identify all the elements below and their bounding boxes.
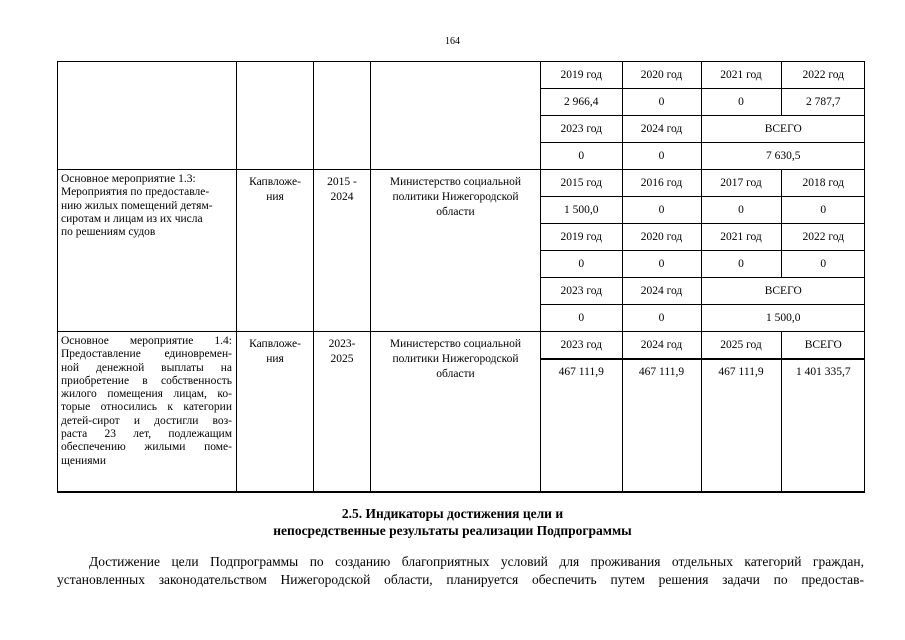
year-header-row (541, 116, 865, 143)
event-cell (58, 170, 237, 332)
year-header-row (541, 170, 865, 197)
funding-source-cell (237, 62, 314, 170)
year-label: 2024 год (622, 278, 701, 305)
amount-value: 467 111,9 (701, 359, 781, 491)
year-label: 2023 год (541, 278, 622, 305)
funding-source-cell-line: Капвложе- (249, 338, 301, 350)
event-text-line: обеспечению жилыми поме- (61, 441, 232, 454)
term-cell-line: 2023- (328, 338, 356, 350)
program-row (58, 170, 865, 332)
section-heading-line-2: непосредственные результаты реализации Подпрограммы (273, 523, 632, 538)
event-text-line: жилого помещения лицам, ко- (61, 388, 232, 401)
amount-value: 0 (781, 197, 865, 224)
funding-years-table (541, 332, 865, 491)
event-text-line: приобретение в собственность (61, 374, 232, 387)
event-cell (58, 62, 237, 170)
year-label: 2024 год (622, 332, 701, 359)
year-label: 2019 год (541, 62, 622, 89)
funding-source-cell (237, 170, 314, 332)
year-label: 2022 год (781, 224, 865, 251)
section-heading (0, 505, 905, 539)
executor-cell (371, 62, 541, 170)
program-row (58, 62, 865, 170)
year-label: 2025 год (701, 332, 781, 359)
event-text-line: Предоставление единовремен- (61, 348, 232, 361)
term-cell (314, 62, 371, 170)
amount-value: 0 (622, 305, 701, 332)
funding-years-cell (541, 332, 865, 493)
amount-row (541, 197, 865, 224)
funding-source-cell-line: Капвложе- (249, 176, 301, 188)
funding-source-cell (237, 332, 314, 493)
executor-cell-line: Министерство социальной (389, 338, 522, 350)
year-label: 2023 год (541, 332, 622, 359)
year-label: 2017 год (701, 170, 781, 197)
event-text-line: сиротам и лицам из их числа (61, 212, 203, 225)
section-heading-line-1: 2.5. Индикаторы достижения цели и (341, 506, 564, 521)
year-label: 2024 год (622, 116, 701, 143)
event-text-line: раста 23 лет, подлежащим (61, 428, 232, 441)
page-number: 164 (445, 36, 460, 47)
funding-years-cell (541, 62, 865, 170)
year-label: 2018 год (781, 170, 865, 197)
program-table (57, 61, 865, 493)
amount-row (541, 89, 865, 116)
year-header-row (541, 332, 865, 359)
amount-value: 7 630,5 (766, 150, 801, 162)
event-text-line: торые относились к категории (61, 401, 232, 414)
year-label: ВСЕГО (701, 278, 865, 305)
amount-row (541, 143, 865, 170)
funding-source-cell-line: ния (266, 191, 284, 203)
year-label: 2020 год (622, 62, 701, 89)
term-cell (314, 332, 371, 493)
amount-value: 2 787,7 (781, 89, 865, 116)
event-text-line: щениями (61, 454, 106, 467)
executor-cell-line: политики Нижегородской (392, 353, 519, 365)
amount-value: 0 (622, 89, 701, 116)
year-label: 2021 год (701, 224, 781, 251)
year-label: 2020 год (622, 224, 701, 251)
executor-cell-line: области (436, 368, 475, 380)
amount-value: 0 (701, 197, 781, 224)
paragraph-line-1: Достижение цели Подпрограммы по созданию благоприятных условий для проживания отдельных категорий граждан, (89, 554, 864, 569)
executor-cell-line: политики Нижегородской (392, 191, 519, 203)
year-label: ВСЕГО (781, 332, 865, 359)
amount-value: 0 (701, 251, 781, 278)
amount-row (541, 359, 865, 491)
amount-value: 1 500,0 (766, 312, 801, 324)
amount-value: 0 (622, 143, 701, 170)
executor-cell-line: Министерство социальной (389, 176, 522, 188)
event-text-line: по решениям судов (61, 226, 156, 239)
term-cell-line: 2025 (330, 353, 354, 365)
event-text-line: ной денежной выплаты на (61, 361, 232, 374)
funding-years-table (541, 170, 865, 331)
funding-years-cell (541, 170, 865, 332)
amount-value: 0 (622, 197, 701, 224)
amount-value: 0 (622, 251, 701, 278)
amount-value: 0 (541, 305, 622, 332)
term-cell-line: 2015 - (327, 176, 357, 188)
amount-row (541, 305, 865, 332)
event-cell (58, 332, 237, 493)
event-text-line: детей-сирот и достигли воз- (61, 414, 232, 427)
term-cell (314, 170, 371, 332)
amount-value: 0 (781, 251, 865, 278)
amount-value: 467 111,9 (622, 359, 701, 491)
year-header-row (541, 224, 865, 251)
program-row (58, 332, 865, 493)
year-header-row (541, 278, 865, 305)
event-text-line: Основное мероприятие 1.4: (61, 335, 232, 347)
amount-value: 1 500,0 (541, 197, 622, 224)
funding-source-cell-line: ния (266, 353, 284, 365)
year-label: 2021 год (701, 62, 781, 89)
executor-cell-line: области (436, 206, 475, 218)
body-paragraph (57, 553, 864, 588)
amount-row (541, 251, 865, 278)
executor-cell (371, 170, 541, 332)
year-header-row (541, 62, 865, 89)
event-text-line: Мероприятия по предоставле- (61, 186, 210, 199)
amount-value: 0 (541, 251, 622, 278)
term-cell-line: 2024 (330, 191, 354, 203)
funding-years-table (541, 62, 865, 169)
amount-value: 0 (541, 143, 622, 170)
year-label: 2022 год (781, 62, 865, 89)
amount-value: 2 966,4 (541, 89, 622, 116)
amount-value: 0 (701, 89, 781, 116)
year-label: 2015 год (541, 170, 622, 197)
amount-value: 1 401 335,7 (795, 366, 851, 378)
amount-value: 467 111,9 (541, 359, 622, 491)
executor-cell (371, 332, 541, 493)
event-text-line: нию жилых помещений детям- (61, 199, 213, 212)
year-label: 2019 год (541, 224, 622, 251)
year-label: 2023 год (541, 116, 622, 143)
year-label: ВСЕГО (701, 116, 865, 143)
year-label: 2016 год (622, 170, 701, 197)
paragraph-line-2: установленных законодательством Нижегородской области, планируется обеспечить путем решения задачи по предостав- (57, 571, 864, 587)
event-text-line: Основное мероприятие 1.3: (61, 173, 196, 185)
